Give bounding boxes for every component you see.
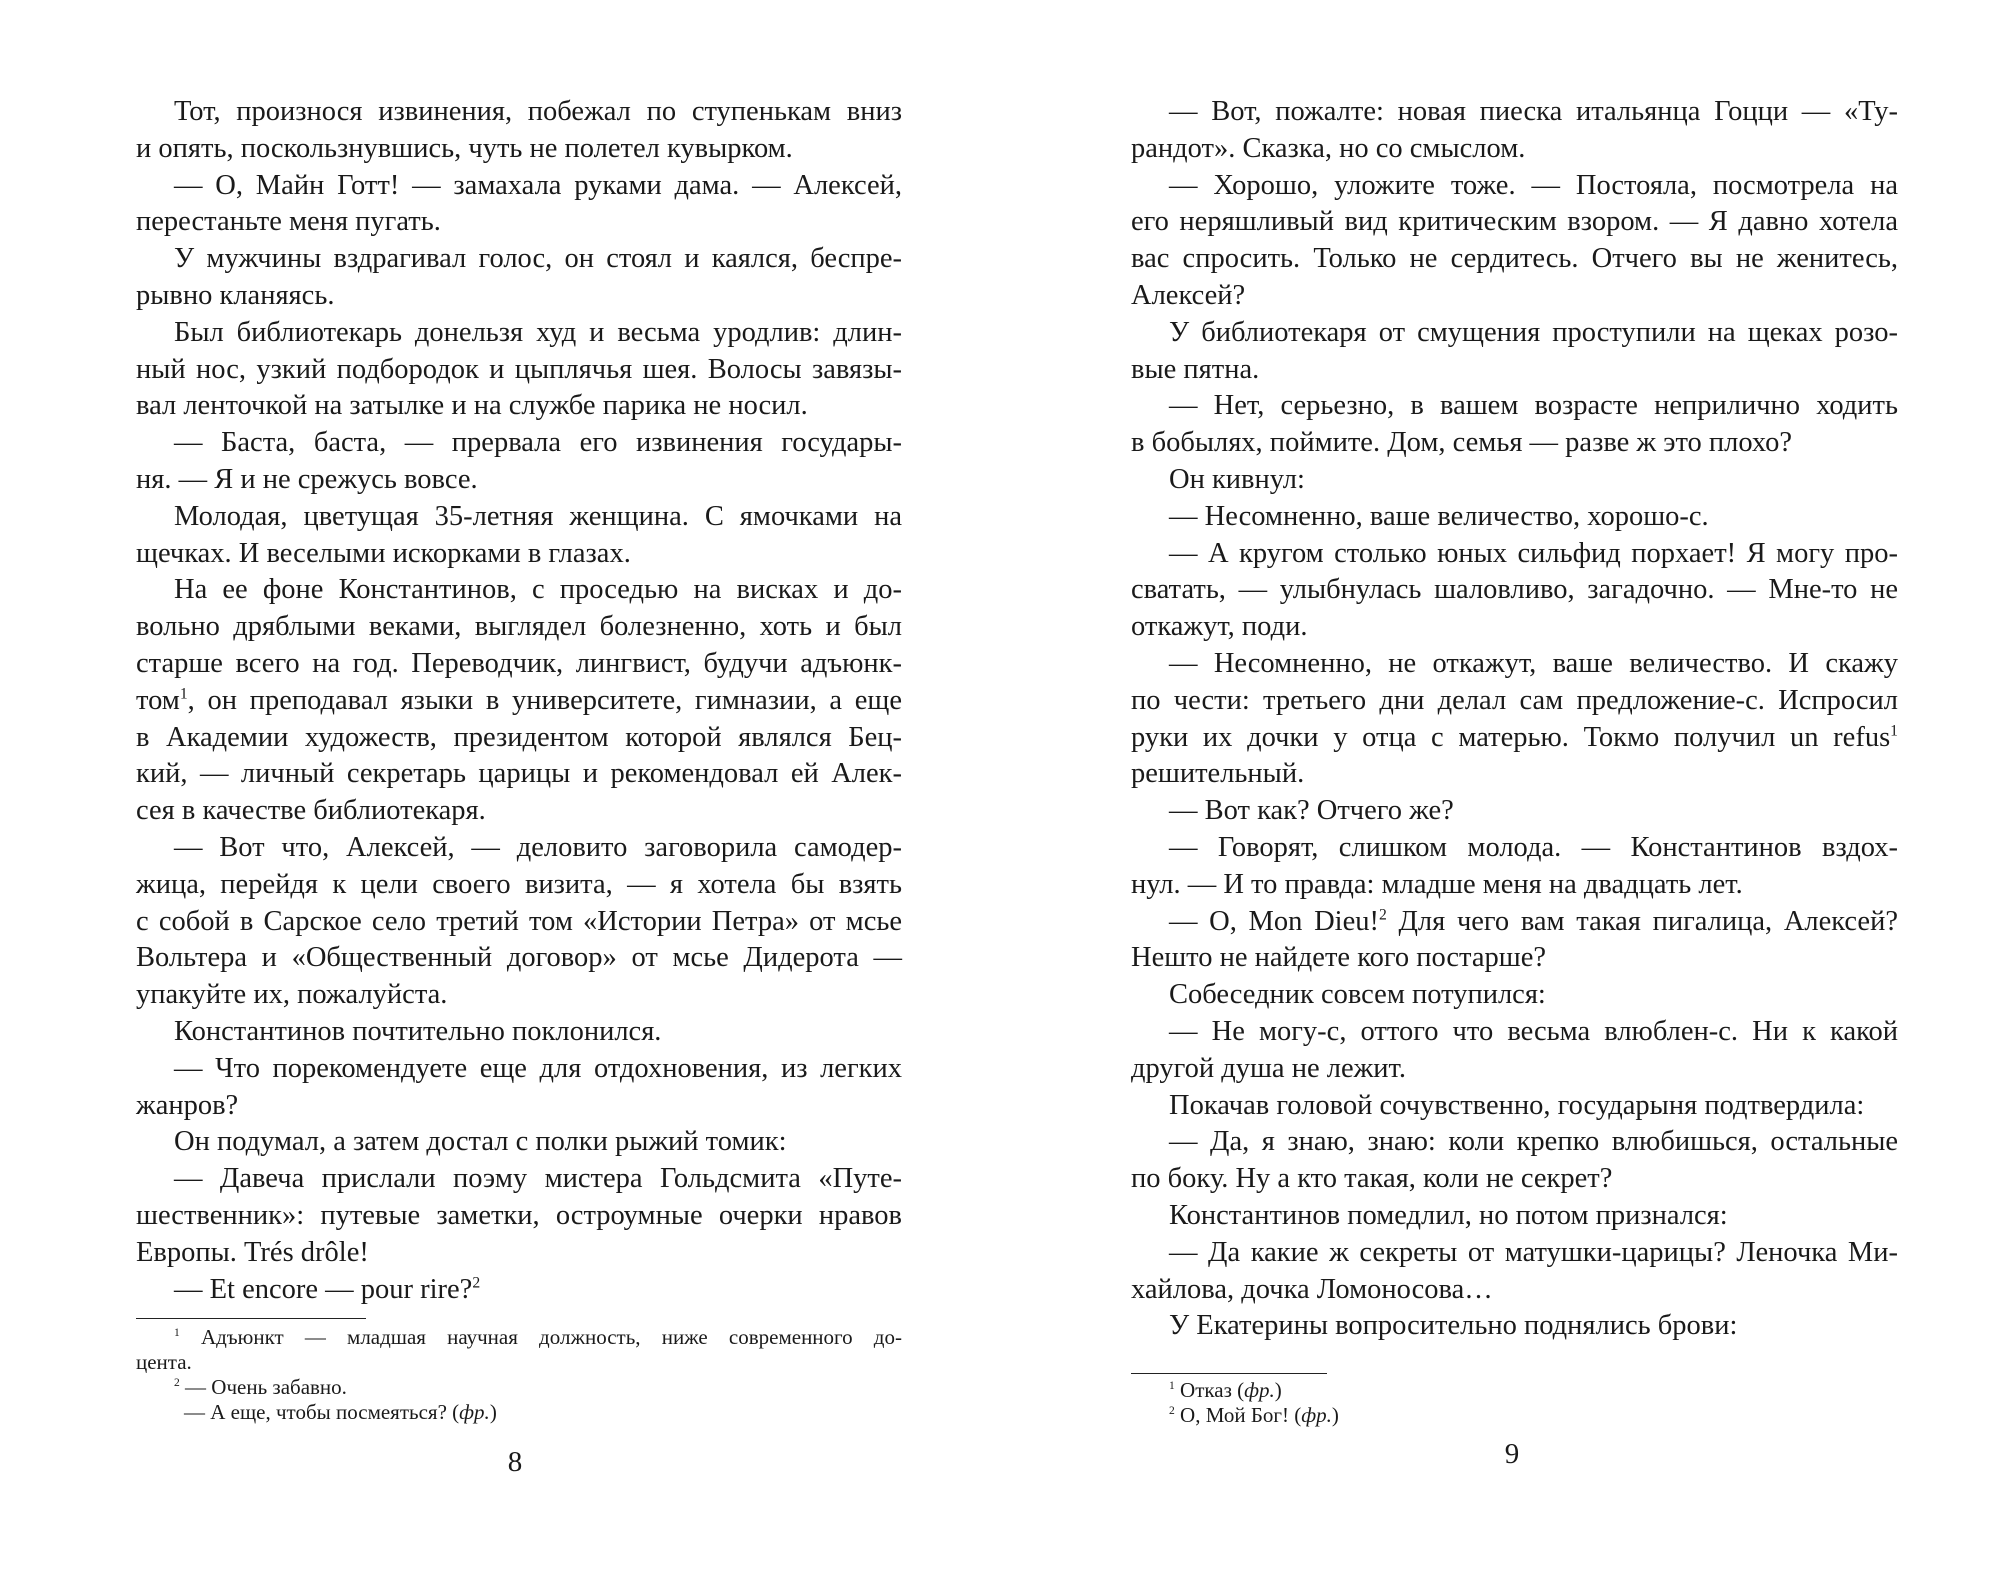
text-line: вольно дряблыми веками, выглядел болезненно, хоть и был (136, 611, 902, 643)
text-line: — Давеча прислали поэму мистера Гольдсмита «Путе- (174, 1163, 902, 1195)
text-line: Покачав головой сочувственно, государыня подтвердила: (1169, 1089, 1865, 1121)
footnote-text: О, Мой Бог! ( (1174, 1403, 1302, 1427)
footnote-lang: фр. (1301, 1403, 1332, 1427)
text-line: У мужчины вздрагивал голос, он стоял и каялся, беспре- (174, 243, 902, 275)
text-line: жанров? (136, 1089, 239, 1121)
footnote-text: — Очень забавно. (179, 1375, 347, 1399)
text-line: На ее фоне Константинов, с проседью на висках и до- (174, 574, 902, 606)
footnote-ref: 2 (1378, 906, 1387, 924)
text-line: Константинов помедлил, но потом признался: (1169, 1199, 1728, 1231)
text-line: — О, Майн Готт! — замахала руками дама. — Алексей, (174, 169, 902, 201)
left-page-text (136, 94, 902, 1308)
footnote-text: Отказ ( (1174, 1378, 1245, 1402)
text-line: с собой в Сарское село третий том «Истории Петра» от мсье (136, 905, 902, 937)
line-rest: Для чего вам такая пигалица, Алексей? (1386, 905, 1898, 937)
footnote-text: ) (1331, 1403, 1339, 1427)
text-line: Был библиотекарь донельзя худ и весьма уродлив: длин- (174, 316, 902, 348)
footnote-marker: 1 (1169, 1380, 1175, 1392)
text-line: нул. — И то правда: младше меня на двадцать лет. (1131, 868, 1743, 900)
text-line (136, 683, 902, 720)
footnote-lang: фр. (459, 1400, 490, 1424)
text-line (1131, 720, 1898, 757)
text-line: жица, перейдя к цели своего визита, — я хотела бы взять (136, 868, 902, 900)
footnote-text: Адъюнкт — младшая научная должность, ниже современного до- (179, 1325, 902, 1349)
text-line: перестаньте меня пугать. (136, 206, 441, 238)
text-line (1131, 904, 1898, 941)
text-line: — Вот как? Отчего же? (1169, 795, 1454, 827)
text-line: рывно кланяясь. (136, 279, 335, 311)
footnote-marker: 2 (174, 1377, 180, 1389)
footnote-marker: 1 (174, 1327, 180, 1339)
text-line: ный нос, узкий подбородок и цыплячья шея. Волосы завязы- (136, 353, 902, 385)
text-line: щечках. И веселыми искорками в глазах. (136, 537, 631, 569)
line-rest: , он преподавал языки в университете, гимназии, а еще (187, 684, 902, 716)
text-line: — Баста, баста, — прервала его извинения государы- (174, 427, 902, 459)
text-line: упакуйте их, пожалуйста. (136, 979, 448, 1011)
text-line: — Вот, пожалте: новая пиеска итальянца Гоцци — «Ту- (1169, 96, 1898, 127)
page-number: 9 (1504, 1438, 1520, 1470)
footnote-text: ) (1274, 1378, 1282, 1402)
text-line (136, 1272, 902, 1309)
text-line: другой душа не лежит. (1131, 1052, 1406, 1084)
text-line: — Да какие ж секреты от матушки-царицы? Леночка Ми- (1169, 1236, 1898, 1268)
line-start: том (136, 684, 180, 716)
text-line: Молодая, цветущая 35-летняя женщина. С ямочками на (174, 500, 902, 532)
footnote-line (1131, 1378, 1898, 1403)
text-line: вас спросить. Только не сердитесь. Отчего вы не женитесь, (1131, 243, 1898, 275)
footnote-line (136, 1325, 902, 1350)
line-start: — О, Mon Dieu! (1169, 905, 1379, 937)
text-line: — Нет, серьезно, в вашем возрасте неприлично ходить (1169, 390, 1898, 422)
text-line: У Екатерины вопросительно поднялись брови: (1169, 1310, 1738, 1342)
text-line: хайлова, дочка Ломоносова… (1131, 1273, 1493, 1305)
footnote-ref: 1 (1890, 722, 1898, 740)
text-line: — Да, я знаю, знаю: коли крепко влюбишься, остальные (1169, 1126, 1898, 1158)
text-line: и опять, поскользнувшись, чуть не полетел кувырком. (136, 132, 793, 164)
right-page (994, 0, 1989, 1571)
footnote-line (136, 1400, 902, 1425)
text-line: вал ленточкой на затылке и на службе парика не носил. (136, 390, 808, 422)
text-line: откажут, поди. (1131, 611, 1308, 643)
text-line: — Вот что, Алексей, — деловито заговорила самодер- (174, 831, 902, 863)
footnotes (136, 1325, 902, 1425)
footnote-divider (136, 1318, 366, 1319)
text-line: по боку. Ну а кто такая, коли не секрет? (1131, 1163, 1613, 1195)
footnote-ref: 1 (179, 685, 188, 703)
footnote-marker: 2 (1169, 1405, 1175, 1417)
text-line: его неряшливый вид критическим взором. — Я давно хотела (1131, 206, 1898, 238)
text-line: — Несомненно, не откажут, ваше величество. И скажу (1169, 647, 1898, 679)
text-line: шественник»: путевые заметки, остроумные очерки нравов (136, 1199, 902, 1231)
text-line: вые пятна. (1131, 353, 1260, 385)
page-number: 8 (507, 1446, 523, 1478)
text-line: в Академии художеств, президентом которой являлся Бец- (136, 721, 902, 753)
footnote-ref: 2 (472, 1274, 481, 1291)
footnote-line (136, 1375, 902, 1400)
text-line: сватать, — улыбнулась шаловливо, загадочно. — Мне-то не (1131, 574, 1898, 606)
footnote-lang: фр. (1244, 1378, 1275, 1402)
text-line: — А кругом столько юных сильфид порхает! Я могу про- (1169, 537, 1898, 569)
text-line: — Говорят, слишком молода. — Константинов вздох- (1169, 831, 1898, 863)
text-line: У библиотекаря от смущения проступили на щеках розо- (1169, 316, 1898, 348)
text-line: решительный. (1131, 758, 1305, 790)
text-line: Тот, произнося извинения, побежал по ступенькам вниз (174, 96, 902, 127)
footnote-line: цента. (136, 1350, 192, 1374)
text-line: — Что порекомендуете еще для отдохновения, из легких (174, 1052, 902, 1084)
text-line: Вольтера и «Общественный договор» от мсье Дидерота — (136, 942, 902, 974)
text-line: Европы. Trés drôle! (136, 1236, 369, 1268)
text-line: Он кивнул: (1169, 463, 1305, 495)
text-line: Он подумал, а затем достал с полки рыжий томик: (174, 1126, 787, 1158)
right-page-text (1131, 94, 1898, 1345)
text-line: Нешто не найдете кого постарше? (1131, 942, 1547, 974)
footnote-text: — А еще, чтобы посмеяться? ( (184, 1400, 460, 1424)
text-line: по чести: третьего дни делал сам предложение-с. Испросил (1131, 684, 1898, 716)
text-line: — Хорошо, уложите тоже. — Постояла, посмотрела на (1169, 169, 1898, 201)
text-line: кий, — личный секретарь царицы и рекомендовал ей Алек- (136, 758, 902, 790)
footnotes (1131, 1378, 1898, 1428)
text-line: ня. — Я и не срежусь вовсе. (136, 463, 478, 495)
text-line: Собеседник совсем потупился: (1169, 979, 1546, 1011)
footnote-divider (1131, 1373, 1327, 1374)
text-line: рандот». Сказка, но со смыслом. (1131, 132, 1526, 164)
text-line: Константинов почтительно поклонился. (174, 1015, 662, 1047)
text-line: Алексей? (1131, 279, 1246, 311)
text-line: — Не могу-с, оттого что весьма влюблен-с. Ни к какой (1169, 1015, 1898, 1047)
line-text: руки их дочки у отца с матерью. Токмо получил un refus (1131, 721, 1891, 753)
text-line: в бобылях, поймите. Дом, семья — разве ж это плохо? (1131, 427, 1792, 459)
left-page (0, 0, 994, 1571)
footnote-line (1131, 1403, 1898, 1428)
text-line: — Несомненно, ваше величество, хорошо-с. (1169, 500, 1709, 532)
text-line: старше всего на год. Переводчик, лингвист, будучи адъюнк- (136, 647, 902, 679)
text-line: сея в качестве библиотекаря. (136, 795, 486, 827)
footnote-text: ) (489, 1400, 497, 1424)
line-text: — Et encore — pour rire? (174, 1273, 473, 1305)
